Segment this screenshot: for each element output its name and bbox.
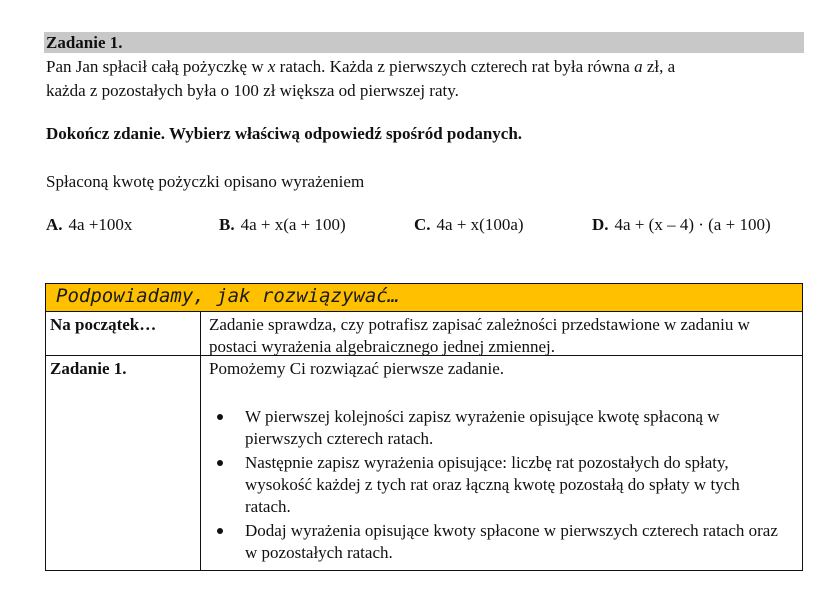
intro-text-1: Pan Jan spłacił całą pożyczkę w — [46, 57, 268, 76]
hints-header-text: Podpowiadamy, jak rozwiązywać… — [56, 285, 400, 307]
option-d-expr: 4a + (x – 4) · (a + 100) — [614, 215, 771, 234]
bullet-icon — [217, 414, 223, 420]
list-item — [209, 406, 789, 450]
task-instruction: Dokończ zdanie. Wybierz właściwą odpowiedź spośród podanych. — [46, 124, 523, 143]
row-start-label: Na początek… — [50, 315, 157, 334]
bullet-text: W pierwszej kolejności zapisz wyrażenie opisujące kwotę spłaconą w pierwszych czterech ratach. — [245, 407, 720, 448]
bullet-icon — [217, 460, 223, 466]
intro-text-line2: każda z pozostałych była o 100 zł większa od pierwszej raty. — [46, 81, 459, 100]
option-a-expr: 4a +100x — [68, 215, 133, 234]
option-a-letter: A. — [46, 215, 63, 234]
hints-header — [46, 284, 802, 312]
option-c[interactable] — [414, 215, 524, 235]
intro-var-x: x — [267, 57, 276, 76]
task-title-bar — [44, 32, 804, 53]
option-b-letter: B. — [219, 215, 235, 234]
row-task-text: Pomożemy Ci rozwiązać pierwsze zadanie. — [209, 359, 505, 378]
bullet-text: Następnie zapisz wyrażenia opisujące: liczbę rat pozostałych do spłaty, wysokość każdej z tych rat oraz łączną kwotę pozostałą do spłaty w tych ratach. — [245, 453, 740, 516]
intro-text-2: ratach. Każda z pierwszych czterech rat była równa — [275, 57, 635, 76]
option-c-expr: 4a + x(100a) — [436, 215, 524, 234]
task-intro — [46, 55, 808, 103]
intro-var-a: a — [634, 57, 643, 76]
intro-text-3: zł, a — [642, 57, 676, 76]
row-task-label: Zadanie 1. — [50, 359, 127, 378]
list-item — [209, 520, 789, 564]
bullet-icon — [217, 528, 223, 534]
hints-row-start — [46, 312, 802, 356]
bullet-text: Dodaj wyrażenia opisujące kwoty spłacone w pierwszych czterech ratach oraz w pozostałych ratach. — [245, 521, 778, 562]
task-lead: Spłaconą kwotę pożyczki opisano wyrażeniem — [46, 172, 365, 191]
task-title: Zadanie 1. — [46, 33, 123, 52]
list-item — [209, 452, 789, 518]
hints-bullet-list — [209, 406, 789, 566]
option-c-letter: C. — [414, 215, 431, 234]
option-b-expr: 4a + x(a + 100) — [240, 215, 346, 234]
row-start-text: Zadanie sprawdza, czy potrafisz zapisać zależności przedstawione w zadaniu w postaci wyrażenia algebraicznego jednej zmiennej. — [209, 315, 750, 356]
option-d[interactable] — [592, 215, 771, 235]
option-a[interactable] — [46, 215, 132, 235]
option-b[interactable] — [219, 215, 346, 235]
hints-row-task — [46, 356, 802, 570]
option-d-letter: D. — [592, 215, 609, 234]
hints-table — [45, 283, 803, 571]
